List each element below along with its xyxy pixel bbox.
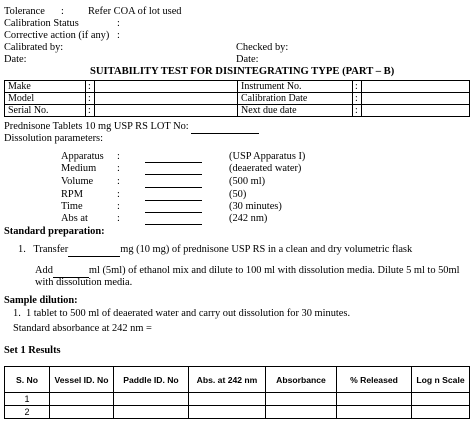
param-value: (500 ml) (229, 176, 266, 187)
cell-abs-242[interactable] (189, 393, 266, 406)
equipment-cell-value[interactable] (95, 81, 238, 93)
col-header-percent-released: % Released (337, 367, 412, 393)
cell-percent-released[interactable] (337, 393, 412, 406)
equipment-cell-sep: : (86, 93, 95, 105)
corrective-action-label: Corrective action (if any) (4, 30, 110, 41)
step-transfer-rest: mg (10 mg) of prednisone USP RS in a clean and dry volumetric flask (120, 244, 413, 255)
cell-log-n-scale[interactable] (412, 393, 470, 406)
param-label: RPM (61, 189, 83, 200)
equipment-cell-value[interactable] (362, 93, 470, 105)
equipment-cell-sep: : (86, 81, 95, 93)
param-label: Medium (61, 163, 97, 174)
results-title: Set 1 Results (4, 345, 61, 356)
cell-absorbance[interactable] (266, 393, 337, 406)
cell-log-n-scale[interactable] (412, 406, 470, 419)
step-number: 1. (18, 244, 26, 255)
equipment-cell-value[interactable] (362, 81, 470, 93)
param-value: (50) (229, 189, 247, 200)
col-header-s-no: S. No (5, 367, 50, 393)
section-title: SUITABILITY TEST FOR DISINTEGRATING TYPE (PART – B) (90, 66, 395, 77)
standard-absorbance-line: Standard absorbance at 242 nm = (13, 323, 152, 334)
date-label-right: Date: (236, 54, 259, 65)
param-value: (30 minutes) (229, 201, 282, 212)
cell-paddle-id[interactable] (114, 406, 189, 419)
equipment-cell-sep: : (353, 93, 362, 105)
param-value: (deaerated water) (229, 163, 302, 174)
equipment-table (4, 80, 470, 117)
param-label: Abs at (61, 213, 88, 224)
col-header-paddle-id: Paddle ID. No (114, 367, 189, 393)
param-sep: : (117, 163, 120, 174)
equipment-row (5, 93, 470, 105)
equipment-cell-model: Model (5, 93, 86, 105)
cell-vessel-id[interactable] (50, 393, 114, 406)
equipment-cell-make: Make (5, 81, 86, 93)
param-sep: : (117, 213, 120, 224)
equipment-cell-calibration-date: Calibration Date (238, 93, 353, 105)
cell-paddle-id[interactable] (114, 393, 189, 406)
tolerance-value: Refer COA of lot used (88, 6, 182, 17)
lot-line-text: Prednisone Tablets 10 mg USP RS LOT No: (4, 121, 189, 132)
param-sep: : (117, 201, 120, 212)
tolerance-label: Tolerance (4, 6, 45, 17)
col-header-absorbance: Absorbance (266, 367, 337, 393)
sample-dilution-step (13, 308, 350, 320)
equipment-cell-serial-no: Serial No. (5, 105, 86, 117)
standard-prep-add-cont: with dissolution media. (35, 277, 133, 288)
col-header-abs-242: Abs. at 242 nm (189, 367, 266, 393)
param-value: (USP Apparatus I) (229, 151, 306, 162)
equipment-cell-next-due-date: Next due date (238, 105, 353, 117)
step-transfer-text: Transfer (33, 244, 69, 255)
results-header-row (5, 367, 470, 393)
step-add-rest: ml (5ml) of ethanol mix and dilute to 100 ml with dissolution media. Dilute 5 ml to 50ml (88, 265, 460, 276)
standard-prep-title: Standard preparation: (4, 226, 105, 237)
param-blank[interactable] (145, 151, 202, 163)
param-blank[interactable] (145, 213, 202, 225)
param-value: (242 nm) (229, 213, 268, 224)
col-header-log-n-scale: Log n Scale (412, 367, 470, 393)
param-blank[interactable] (145, 189, 202, 201)
param-sep: : (117, 176, 120, 187)
calibration-status-separator: : (117, 18, 120, 29)
param-label: Apparatus (61, 151, 104, 162)
equipment-cell-sep: : (353, 105, 362, 117)
equipment-cell-value[interactable] (95, 105, 238, 117)
param-label: Volume (61, 176, 94, 187)
tolerance-separator: : (61, 6, 64, 17)
equipment-cell-sep: : (353, 81, 362, 93)
equipment-cell-sep: : (86, 105, 95, 117)
calibration-status-label: Calibration Status (4, 18, 79, 29)
cell-absorbance[interactable] (266, 406, 337, 419)
cell-abs-242[interactable] (189, 406, 266, 419)
results-table (4, 366, 470, 419)
dissolution-params-title: Dissolution parameters: (4, 133, 103, 144)
table-row (5, 393, 470, 406)
param-blank[interactable] (145, 176, 202, 188)
calibrated-by-label: Calibrated by: (4, 42, 64, 53)
equipment-cell-value[interactable] (362, 105, 470, 117)
transfer-mg-blank[interactable] (68, 244, 120, 257)
col-header-vessel-id: Vessel ID. No (50, 367, 114, 393)
equipment-cell-value[interactable] (95, 93, 238, 105)
step-number: 1. (13, 308, 21, 319)
sample-dilution-step-text: 1 tablet to 500 ml of deaerated water and carry out dissolution for 30 minutes. (26, 308, 351, 319)
cell-s-no: 1 (5, 393, 50, 406)
cell-percent-released[interactable] (337, 406, 412, 419)
corrective-action-separator: : (117, 30, 120, 41)
table-row (5, 406, 470, 419)
equipment-row (5, 105, 470, 117)
param-blank[interactable] (145, 163, 202, 175)
step-add-text: Add (35, 265, 53, 276)
param-sep: : (117, 151, 120, 162)
cell-vessel-id[interactable] (50, 406, 114, 419)
equipment-cell-instrument-no: Instrument No. (238, 81, 353, 93)
checked-by-label: Checked by: (236, 42, 289, 53)
equipment-row (5, 81, 470, 93)
param-sep: : (117, 189, 120, 200)
standard-prep-step-1 (18, 244, 412, 257)
lot-number-blank[interactable] (191, 121, 259, 134)
param-blank[interactable] (145, 201, 202, 213)
sample-dilution-title: Sample dilution: (4, 295, 78, 306)
date-label-left: Date: (4, 54, 27, 65)
cell-s-no: 2 (5, 406, 50, 419)
param-label: Time (61, 201, 83, 212)
